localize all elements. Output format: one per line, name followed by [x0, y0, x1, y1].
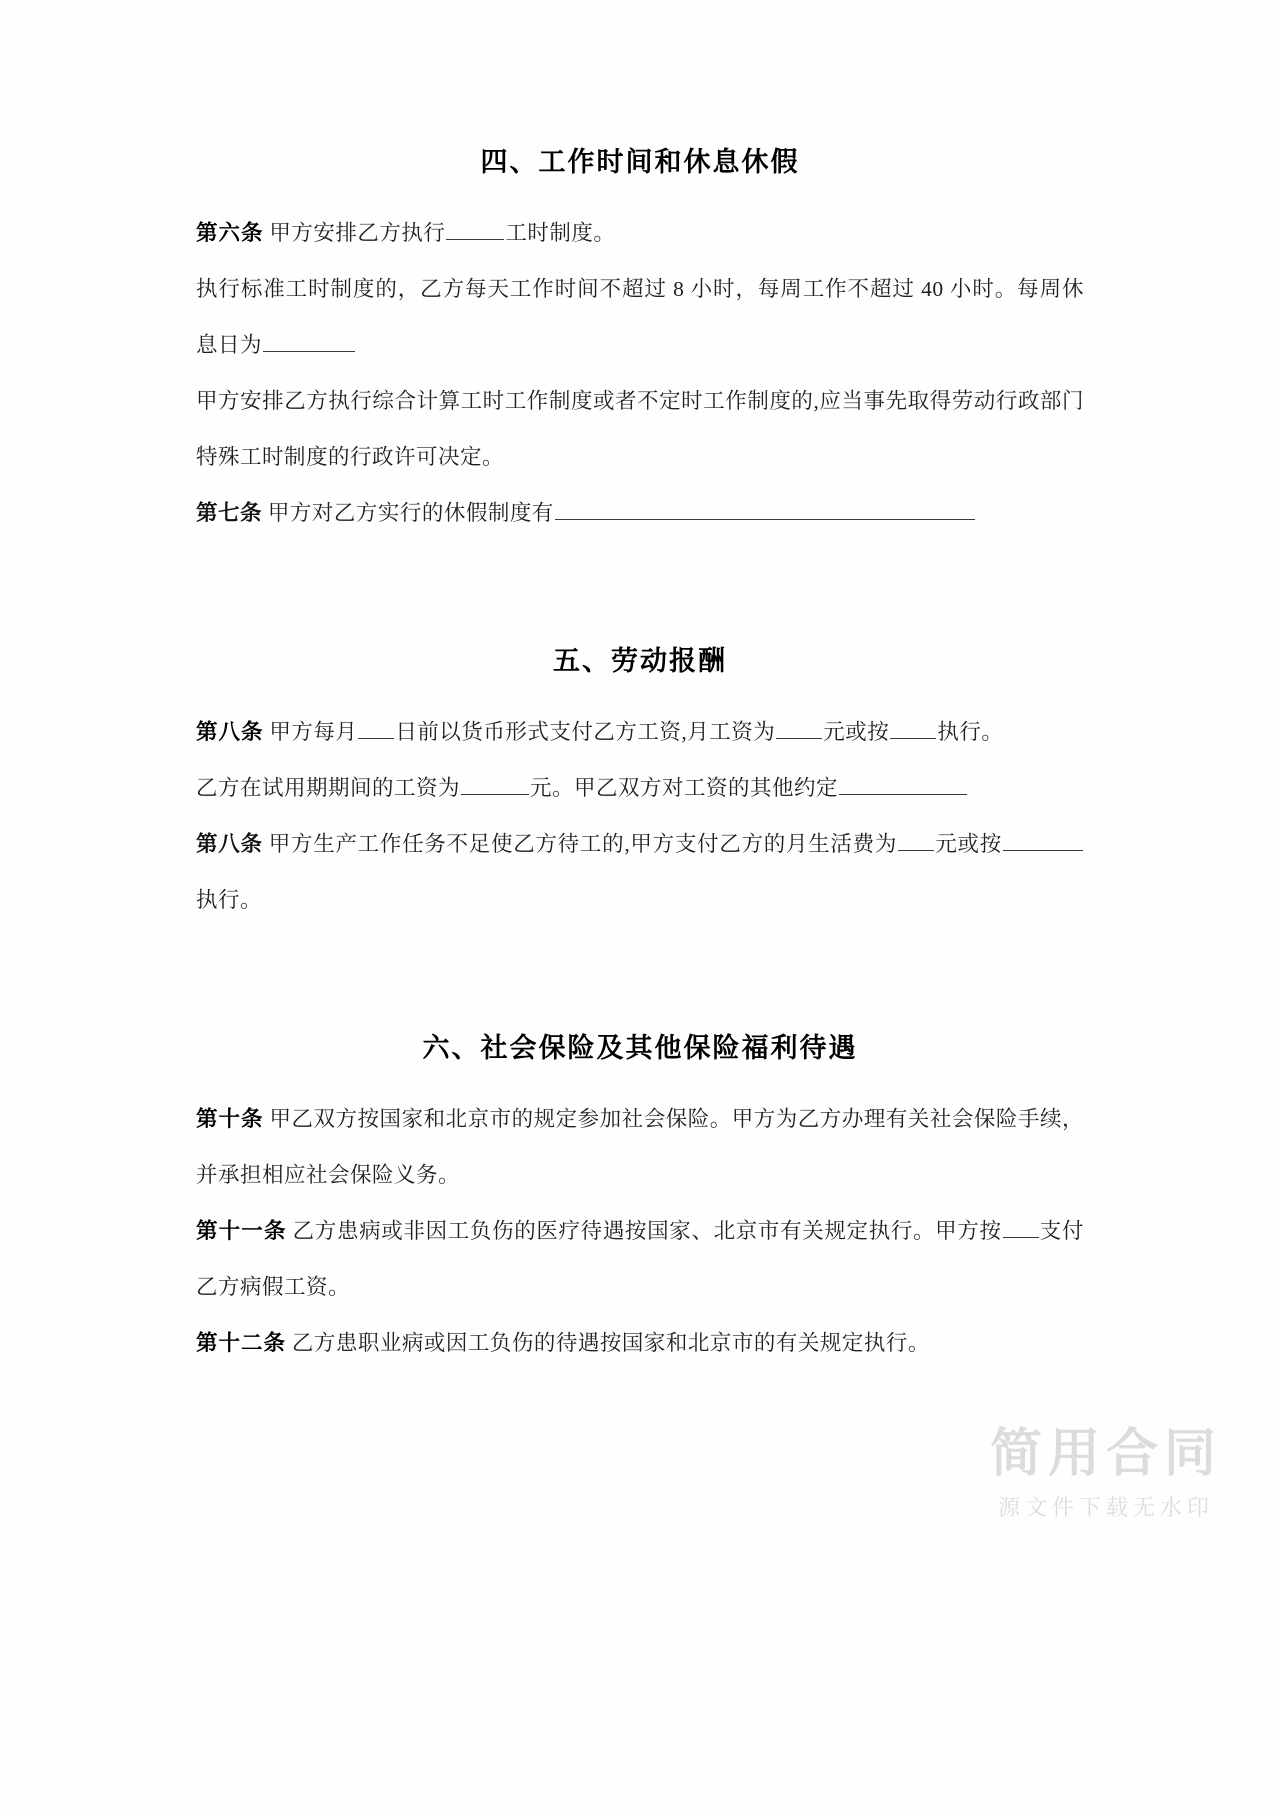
article-11-seg1: 乙方患病或非因工负伤的医疗待遇按国家、北京市有关规定执行。甲方按	[292, 1219, 1002, 1243]
gap-before-section-6b	[196, 1000, 1084, 1026]
article-6-text-after: 工时制度。	[505, 221, 616, 245]
top-spacer-2	[196, 72, 1084, 86]
article-8-seg1: 甲方每月	[269, 720, 358, 744]
rest-day-blank-field[interactable]	[263, 331, 355, 352]
article-11-sick-pay-blank-field[interactable]	[1003, 1217, 1039, 1238]
probation-wage-seg1: 乙方在试用期期间的工资为	[196, 776, 461, 800]
gap-before-section-6	[196, 928, 1084, 1000]
article-8b-paragraph	[196, 816, 1084, 928]
gap-after-heading-5	[196, 678, 1084, 704]
article-7-label: 第七条	[196, 501, 263, 525]
gap-before-section-5b	[196, 613, 1084, 639]
comprehensive-hours-paragraph	[196, 373, 1084, 485]
article-7-blank-field[interactable]	[555, 499, 975, 520]
article-8-standard-blank-field[interactable]	[890, 718, 936, 739]
article-10-text: 甲乙双方按国家和北京市的规定参加社会保险。甲方为乙方办理有关社会保险手续，并承担相应社会保险义务。	[196, 1107, 1084, 1187]
article-8-seg3: 元或按	[823, 720, 890, 744]
standard-hours-paragraph	[196, 261, 1084, 373]
watermark-main-text: 简用合同	[989, 1424, 1222, 1483]
comprehensive-hours-text: 甲方安排乙方执行综合计算工时工作制度或者不定时工作制度的,应当事先取得劳动行政部门特殊工时制度的行政许可决定。	[196, 389, 1084, 469]
article-6-label: 第六条	[196, 221, 264, 245]
article-6-paragraph	[196, 205, 1084, 261]
article-8b-seg3: 执行。	[196, 888, 263, 912]
section-heading-4: 四、工作时间和休息休假	[480, 147, 800, 177]
article-8-seg2: 日前以货币形式支付乙方工资,月工资为	[395, 720, 776, 744]
article-11-seg2: 支付乙方病假工资。	[196, 1219, 1084, 1299]
watermark-sub-text: 源文件下载无水印	[997, 1495, 1214, 1520]
gap-after-heading-4	[196, 179, 1084, 205]
article-11-label: 第十一条	[196, 1219, 287, 1243]
article-8-seg4: 执行。	[937, 720, 1004, 744]
top-spacer-5	[196, 114, 1084, 140]
article-7-paragraph	[196, 485, 1084, 541]
article-8b-seg2: 元或按	[935, 832, 1002, 856]
article-12-paragraph	[196, 1315, 1084, 1371]
top-spacer-4	[196, 100, 1084, 114]
probation-wage-paragraph	[196, 760, 1084, 816]
article-8b-seg1: 甲方生产工作任务不足使乙方待工的,甲方支付乙方的月生活费为	[268, 832, 898, 856]
section-heading-6: 六、社会保险及其他保险福利待遇	[422, 1033, 858, 1063]
gap-before-section-5	[196, 541, 1084, 613]
gap-after-heading-6	[196, 1065, 1084, 1091]
document-content	[196, 0, 1084, 1371]
standard-hours-text: 执行标准工时制度的，乙方每天工作时间不超过 8 小时，每周工作不超过 40 小时。每周休息日为	[196, 277, 1084, 357]
article-6-text-before: 甲方安排乙方执行	[269, 221, 446, 245]
article-7-text-before: 甲方对乙方实行的休假制度有	[267, 501, 554, 525]
top-spacer	[196, 0, 1084, 72]
article-10-label: 第十条	[196, 1107, 264, 1131]
article-8-label: 第八条	[196, 720, 264, 744]
other-wage-terms-blank-field[interactable]	[839, 774, 967, 795]
article-8b-living-cost-blank-field[interactable]	[898, 830, 934, 851]
article-8b-standard-blank-field[interactable]	[1003, 830, 1083, 851]
probation-wage-blank-field[interactable]	[461, 774, 529, 795]
article-8-paragraph	[196, 704, 1084, 760]
section-heading-5: 五、劳动报酬	[553, 646, 727, 676]
top-spacer-3	[196, 86, 1084, 100]
article-12-label: 第十二条	[196, 1331, 287, 1355]
probation-wage-seg2: 元。甲乙双方对工资的其他约定	[530, 776, 839, 800]
article-12-text: 乙方患职业病或因工负伤的待遇按国家和北京市的有关规定执行。	[291, 1331, 930, 1355]
article-10-paragraph	[196, 1091, 1084, 1203]
watermark	[990, 1426, 1222, 1522]
article-6-blank-field[interactable]	[446, 219, 504, 240]
article-8-wage-blank-field[interactable]	[776, 718, 822, 739]
article-8b-label: 第八条	[196, 832, 263, 856]
article-8-day-blank-field[interactable]	[358, 718, 394, 739]
article-11-paragraph	[196, 1203, 1084, 1315]
